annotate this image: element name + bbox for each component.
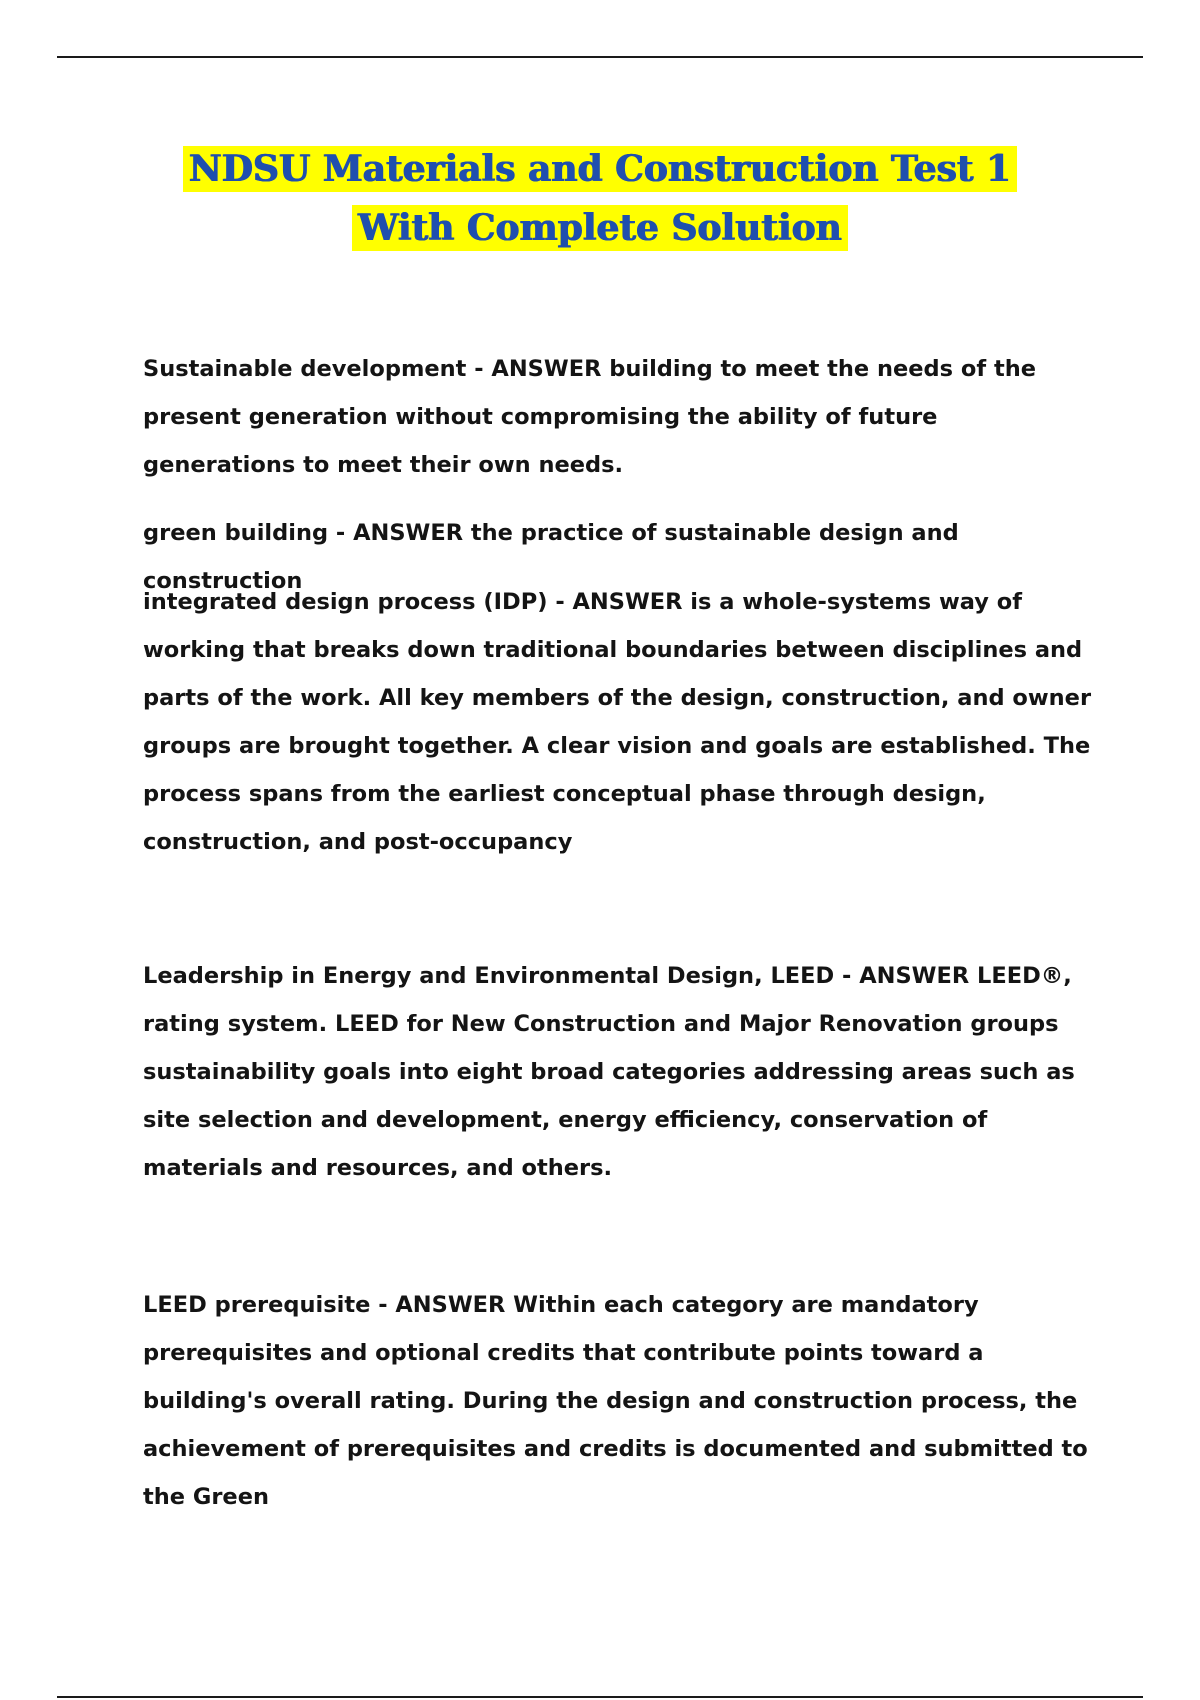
top-rule — [57, 56, 1143, 58]
title-line-1: NDSU Materials and Construction Test 1 — [183, 146, 1017, 192]
entry-leed — [143, 952, 1093, 1192]
title-line-2: With Complete Solution — [352, 205, 848, 251]
entry-leed-prerequisite — [143, 1281, 1093, 1521]
bottom-rule — [57, 1696, 1143, 1698]
entry-text: LEED prerequisite - ANSWER Within each category are mandatory prerequisites and optional credits that contribute points toward a building's overall rating. During the design and construction process, the achievement of prerequisites and credits is documented and submitted to the Green — [143, 1292, 1088, 1510]
entry-text: Sustainable development - ANSWER building to meet the needs of the present generation without compromising the ability of future generations to meet their own needs. — [143, 356, 1037, 478]
entry-text: integrated design process (IDP) - ANSWER is a whole-systems way of working that breaks down traditional boundaries between disciplines and parts of the work. All key members of the design, construction, and owner groups are brought together. A clear vision and goals are established. The process spans from the earliest conceptual phase through design, construction, and post-occupancy — [143, 589, 1092, 855]
entry-sustainable-development — [143, 345, 1093, 489]
entry-text: green building - ANSWER the practice of sustainable design and construction — [143, 520, 959, 594]
entry-text: Leadership in Energy and Environmental Design, LEED - ANSWER LEED®, rating system. LEED for New Construction and Major Renovation groups sustainability goals into eight broad categories addressing areas such as site selection and development, energy efficiency, conservation of materials and resources, and others. — [143, 963, 1075, 1181]
page-title — [0, 140, 1200, 258]
entry-integrated-design-process — [143, 578, 1093, 866]
